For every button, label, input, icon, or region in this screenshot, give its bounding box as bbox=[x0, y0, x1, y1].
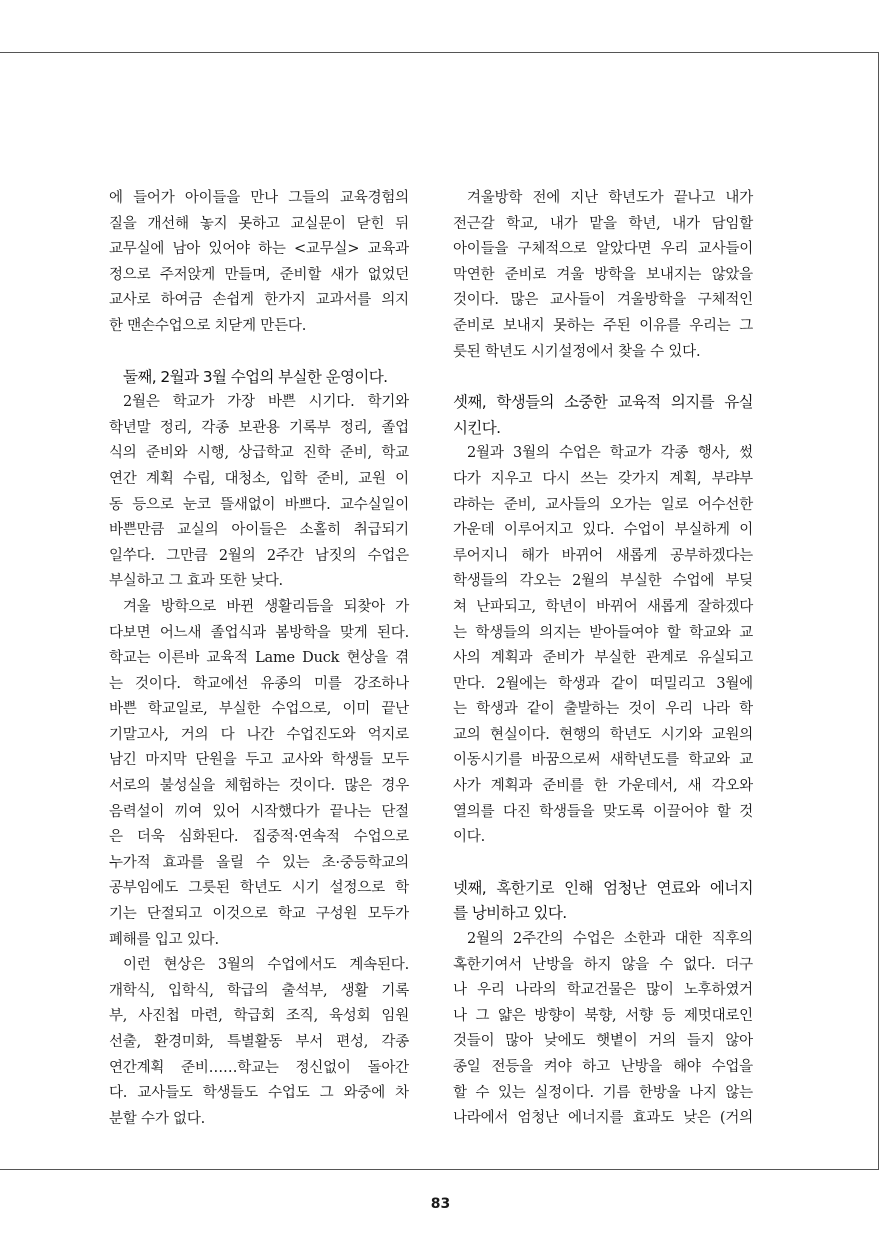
text-line: 누가적 효과를 올릴 수 있는 초·중등학교의 bbox=[109, 854, 409, 871]
text-line: 학년말 정리, 각종 보관용 기록부 정리, 졸업 bbox=[109, 419, 409, 436]
text-line: 루어지니 해가 바뀌어 새롭게 공부하겠다는 bbox=[453, 547, 753, 564]
text-line: 식의 준비와 시행, 상급학교 진학 준비, 학교 bbox=[109, 445, 409, 462]
section-heading-third bbox=[453, 390, 753, 441]
text-line: 교의 현실이다. 현행의 학년도 시기와 교원의 bbox=[453, 726, 753, 743]
right-paragraph-1 bbox=[453, 186, 753, 365]
text-line: 준비로 보내지 못하는 주된 이유를 우리는 그 bbox=[453, 317, 753, 334]
text-line: 남긴 마지막 단원을 두고 교사와 학생들 모두 bbox=[109, 752, 409, 769]
heading-line: 를 낭비하고 있다. bbox=[453, 904, 567, 923]
heading-line: 셋째, 학생들의 소중한 교육적 의지를 유실 bbox=[453, 393, 753, 412]
text-line: 연간 계획 수립, 대청소, 입학 준비, 교원 이 bbox=[109, 470, 409, 487]
left-column bbox=[109, 186, 409, 1132]
text-line: 랴하는 준비, 교사들의 오가는 일로 어수선한 bbox=[453, 496, 753, 513]
text-line: 폐해를 입고 있다. bbox=[109, 931, 219, 948]
right-column bbox=[453, 186, 753, 1132]
section-second-paragraph-2 bbox=[109, 595, 409, 953]
text-line: 학교는 이른바 교육적 Lame Duck 현상을 겪 bbox=[109, 650, 409, 667]
text-line: 선출, 환경미화, 특별활동 부서 편성, 각종 bbox=[109, 1034, 409, 1050]
text-line: 공부임에도 그릇된 학년도 시기 설정으로 학 bbox=[109, 880, 409, 897]
heading-line: 시킨다. bbox=[453, 418, 501, 437]
text-line: 혹한기여서 난방을 하지 않을 수 없다. 더구 bbox=[453, 956, 753, 973]
text-line: 만다. 2월에는 학생과 같이 떠밀리고 3월에 bbox=[453, 675, 753, 692]
text-line: 는 학생들의 의지는 받아들여야 할 학교와 교 bbox=[453, 624, 753, 641]
text-line: 겨울 방학으로 바뀐 생활리듬을 되찾아 가 bbox=[123, 598, 409, 615]
text-line: 나 그 얇은 방향이 북향, 서향 등 제멋대로인 bbox=[453, 1007, 753, 1024]
section-second-paragraph-1 bbox=[109, 390, 409, 595]
section-heading-second: 둘째, 2월과 3월 수업의 부실한 운영이다. bbox=[123, 367, 388, 386]
text-line: 연간계획 준비……학교는 정신없이 돌아간 bbox=[109, 1059, 409, 1076]
text-line: 이다. bbox=[453, 829, 486, 846]
text-line: 종일 전등을 켜야 하고 난방을 해야 수업을 bbox=[453, 1059, 753, 1075]
text-line: 릇된 학년도 시기설정에서 찾을 수 있다. bbox=[453, 343, 701, 360]
text-line: 쳐 난파되고, 학년이 바뀌어 새롭게 잘하겠다 bbox=[453, 598, 753, 615]
text-line: 것이다. 많은 교사들이 겨울방학을 구체적인 bbox=[453, 292, 753, 309]
text-line: 2월의 2주간의 수업은 소한과 대한 직후의 bbox=[467, 931, 753, 948]
text-line: 교사로 하여금 손쉽게 한가지 교과서를 의지 bbox=[109, 292, 409, 309]
text-line: 이런 현상은 3월의 수업에서도 계속된다. bbox=[123, 957, 409, 974]
text-line: 교무실에 남아 있어야 하는 <교무실> 교육과 bbox=[109, 241, 409, 258]
text-line: 서로의 불성실을 체험하는 것이다. 많은 경우 bbox=[109, 778, 409, 795]
section-second-paragraph-3 bbox=[109, 953, 409, 1132]
text-line: 바쁜만큼 교실의 아이들은 소홀히 취급되기 bbox=[109, 522, 409, 539]
section-fourth-paragraph bbox=[453, 927, 753, 1132]
text-line: 학생들의 각오는 2월의 부실한 수업에 부딪 bbox=[453, 573, 753, 590]
text-line: 동 등으로 눈코 뜰새없이 바쁘다. 교수실일이 bbox=[109, 496, 409, 513]
section-third-paragraph bbox=[453, 441, 753, 851]
text-line: 사의 계획과 준비가 부실한 관계로 유실되고 bbox=[453, 650, 753, 667]
text-line: 다가 지우고 다시 쓰는 갖가지 계획, 부랴부 bbox=[453, 470, 753, 487]
text-line: 질을 개선해 놓지 못하고 교실문이 닫힌 뒤 bbox=[109, 215, 409, 232]
text-line: 한 맨손수업으로 치닫게 만든다. bbox=[109, 317, 307, 334]
right-border-rule bbox=[878, 52, 879, 1170]
text-line: 가운데 이루어지고 있다. 수업이 부실하게 이 bbox=[453, 522, 753, 539]
text-line: 나라에서 엄청난 에너지를 효과도 낮은 (거의 bbox=[453, 1110, 753, 1127]
bottom-border-rule bbox=[0, 1169, 879, 1170]
text-line: 나 우리 나라의 학교건물은 많이 노후하였거 bbox=[453, 982, 753, 999]
text-line: 아이들을 구체적으로 알았다면 우리 교사들이 bbox=[453, 241, 753, 258]
text-line: 음력설이 끼여 있어 시작했다가 끝나는 단절 bbox=[109, 803, 409, 820]
text-line: 다보면 어느새 졸업식과 봄방학을 맞게 된다. bbox=[109, 624, 409, 641]
intro-paragraph bbox=[109, 186, 409, 340]
text-line: 에 들어가 아이들을 만나 그들의 교육경험의 bbox=[109, 190, 409, 206]
text-line: 기는 단절되고 이것으로 학교 구성원 모두가 bbox=[109, 906, 409, 923]
text-line: 분할 수가 없다. bbox=[109, 1110, 206, 1127]
text-line: 부실하고 그 효과 또한 낮다. bbox=[109, 573, 283, 590]
text-line: 은 더욱 심화된다. 집중적·연속적 수업으로 bbox=[109, 829, 409, 846]
text-line: 는 것이다. 학교에선 유종의 미를 강조하나 bbox=[109, 675, 409, 692]
top-border-rule bbox=[0, 52, 879, 53]
text-line: 할 수 있는 실정이다. 기름 한방울 나지 않는 bbox=[453, 1084, 753, 1101]
text-line: 2월은 학교가 가장 바쁜 시기다. 학기와 bbox=[123, 394, 409, 411]
text-line: 열의를 다진 학생들을 맞도록 이끌어야 할 것 bbox=[453, 803, 753, 820]
text-line: 것들이 많아 낮에도 햇볕이 거의 들지 않아 bbox=[453, 1033, 753, 1050]
text-line: 기말고사, 거의 다 나간 수업진도와 억지로 bbox=[109, 726, 409, 743]
text-line: 겨울방학 전에 지난 학년도가 끝나고 내가 bbox=[467, 190, 753, 206]
text-line: 사가 계획과 준비를 한 가운데서, 새 각오와 bbox=[453, 778, 753, 795]
text-line: 다. 교사들도 학생들도 수업도 그 와중에 차 bbox=[109, 1085, 409, 1102]
text-line: 전근갈 학교, 내가 맡을 학년, 내가 담임할 bbox=[453, 215, 753, 232]
text-line: 는 학생과 같이 출발하는 것이 우리 나라 학 bbox=[453, 701, 753, 718]
text-line: 바쁜 학교일로, 부실한 수업으로, 이미 끝난 bbox=[109, 701, 409, 718]
text-line: 정으로 주저앉게 만들며, 준비할 새가 없었던 bbox=[109, 266, 409, 283]
text-line: 부, 사진첩 마련, 학급회 조직, 육성회 임원 bbox=[109, 1008, 409, 1025]
section-heading-fourth bbox=[453, 876, 753, 927]
text-line: 일쑤다. 그만큼 2월의 2주간 남짓의 수업은 bbox=[109, 547, 409, 564]
text-line: 2월과 3월의 수업은 학교가 각종 행사, 썼 bbox=[467, 445, 753, 462]
text-line: 막연한 준비로 겨울 방학을 보내지는 않았을 bbox=[453, 266, 753, 283]
text-line: 이동시기를 바꿈으로써 새학년도를 학교와 교 bbox=[453, 752, 753, 769]
page-number: 83 bbox=[430, 1196, 451, 1212]
heading-line: 넷째, 혹한기로 인해 엄청난 연료와 에너지 bbox=[453, 878, 753, 897]
text-line: 개학식, 입학식, 학급의 출석부, 생활 기록 bbox=[109, 982, 409, 999]
